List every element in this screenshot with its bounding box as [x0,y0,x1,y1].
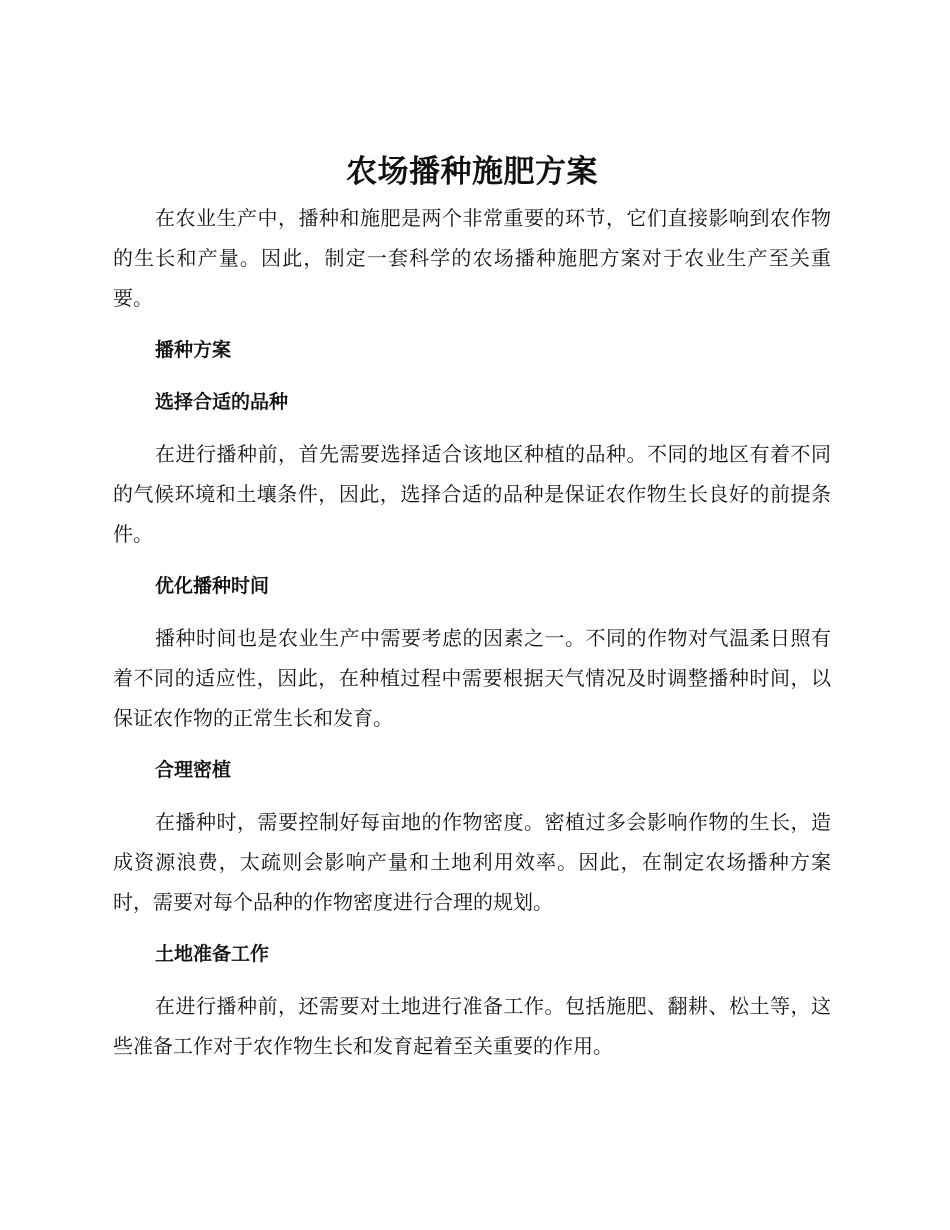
paragraph-sowing-time: 播种时间也是农业生产中需要考虑的因素之一。不同的作物对气温柔日照有着不同的适应性，因此，在种植过程中需要根据天气情况及时调整播种时间，以保证农作物的正常生长和发育。 [113,626,831,730]
paragraph-land-preparation: 在进行播种前，还需要对土地进行准备工作。包括施肥、翻耕、松土等，这些准备工作对于农作物生长和发育起着至关重要的作用。 [113,994,831,1058]
subheading-sowing-time: 优化播种时间 [155,575,270,597]
subheading-land-preparation: 土地准备工作 [155,943,270,965]
intro-paragraph: 在农业生产中，播种和施肥是两个非常重要的环节，它们直接影响到农作物的生长和产量。因此，制定一套科学的农场播种施肥方案对于农业生产至关重要。 [113,206,831,310]
document-page [113,150,831,1078]
paragraph-dense-planting: 在播种时，需要控制好每亩地的作物密度。密植过多会影响作物的生长，造成资源浪费，太疏则会影响产量和土地利用效率。因此，在制定农场播种方案时，需要对每个品种的作物密度进行合理的规划。 [113,810,831,914]
paragraph-choose-variety: 在进行播种前，首先需要选择适合该地区种植的品种。不同的地区有着不同的气候环境和土壤条件，因此，选择合适的品种是保证农作物生长良好的前提条件。 [113,442,831,546]
subheading-choose-variety: 选择合适的品种 [155,391,289,413]
document-title: 农场播种施肥方案 [346,154,598,190]
section-heading-sowing-plan: 播种方案 [155,339,232,361]
subheading-dense-planting: 合理密植 [155,759,232,781]
